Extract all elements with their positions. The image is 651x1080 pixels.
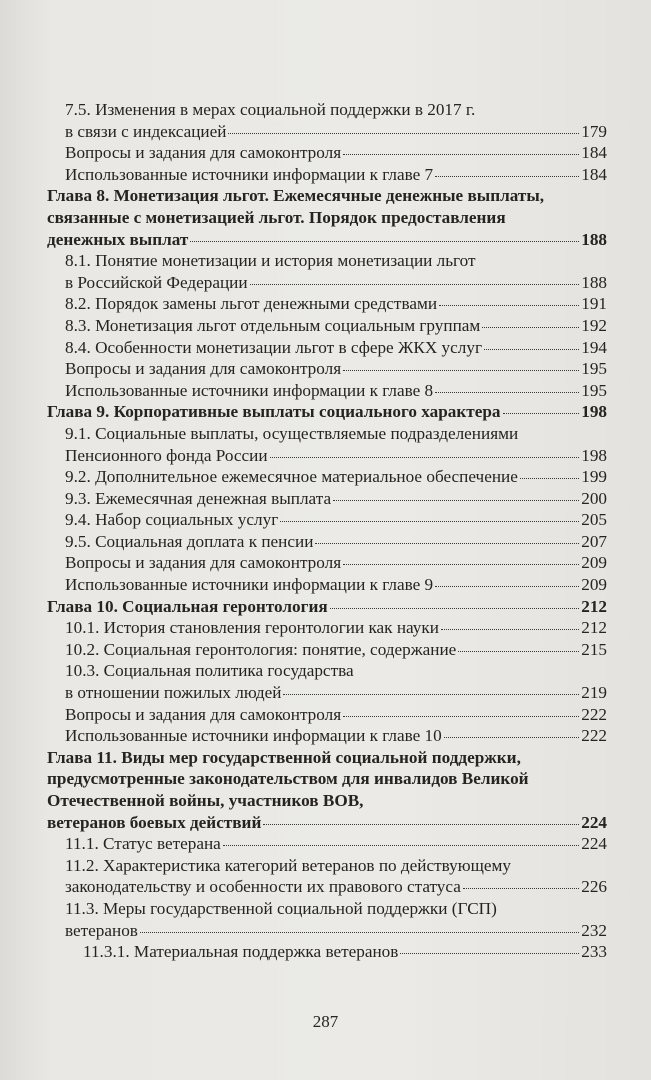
toc-entry-title: в отношении пожилых людей [65, 683, 282, 703]
toc-entry-line: предусмотренные законодательством для инвалидов Великой [47, 769, 529, 789]
toc-entry-title: Вопросы и задания для самоконтроля [65, 359, 342, 379]
toc-entry-title: 9.2. Дополнительное ежемесячное материальное обеспечение [65, 467, 518, 487]
toc-page-number: 224 [581, 834, 607, 854]
toc-entry-title: 9.5. Социальная доплата к пенсии [65, 531, 314, 551]
toc-entry-title: Вопросы и задания для самоконтроля [65, 553, 342, 573]
toc-section-entry [47, 337, 607, 359]
toc-entry-row [47, 401, 607, 423]
toc-page-number: 188 [581, 272, 607, 292]
dot-leader [330, 608, 579, 609]
toc-entry-title: Использованные источники информации к главе 7 [65, 164, 434, 184]
toc-page-number: 222 [581, 704, 607, 724]
toc-chapter-entry [47, 596, 607, 618]
toc-page-number: 179 [581, 121, 607, 141]
toc-section-entry [47, 617, 607, 639]
dot-leader [333, 500, 579, 501]
toc-entry-line: Глава 8. Монетизация льгот. Ежемесячные денежные выплаты, [47, 186, 545, 206]
toc-entry-row [65, 445, 607, 467]
toc-page-number: 226 [581, 877, 607, 897]
toc-page-number: 192 [581, 315, 607, 335]
toc-page-number: 184 [581, 164, 607, 184]
toc-entry-title: законодательству и особенности их правового статуса [65, 877, 461, 897]
toc-section-entry [47, 639, 607, 661]
dot-leader [458, 651, 579, 652]
toc-entry-row [65, 380, 607, 402]
toc-entry-row [65, 704, 607, 726]
toc-entry-title: в Российской Федерации [65, 272, 248, 292]
toc-page-number: 199 [581, 467, 607, 487]
toc-entry-row [65, 617, 607, 639]
dot-leader [435, 392, 579, 393]
toc-page-number: 222 [581, 726, 607, 746]
toc-entry-line: 9.1. Социальные выплаты, осуществляемые подразделениями [65, 423, 519, 443]
toc-entry-title: Использованные источники информации к главе 8 [65, 380, 434, 400]
toc-page-number: 198 [581, 445, 607, 465]
toc-section-entry [47, 380, 607, 402]
toc-entry-line: 8.1. Понятие монетизации и история монетизации льгот [65, 251, 476, 271]
toc-page-number: 195 [581, 380, 607, 400]
toc-section-entry [47, 531, 607, 553]
toc-entry-title: Вопросы и задания для самоконтроля [65, 704, 342, 724]
dot-leader [503, 413, 580, 414]
toc-entry-row [47, 812, 607, 834]
toc-entry-row [47, 229, 607, 251]
dot-leader [343, 716, 579, 717]
dot-leader [315, 543, 579, 544]
toc-entry-title: 9.3. Ежемесячная денежная выплата [65, 488, 332, 508]
toc-page-number: 198 [581, 402, 607, 422]
toc-entry-row [83, 941, 607, 963]
dot-leader [441, 629, 579, 630]
toc-page-number: 191 [581, 294, 607, 314]
dot-leader [484, 349, 579, 350]
table-of-contents [47, 99, 607, 963]
dot-leader [140, 932, 579, 933]
toc-page-number: 224 [581, 812, 607, 832]
dot-leader [463, 888, 579, 889]
dot-leader [435, 586, 579, 587]
toc-section-entry [47, 488, 607, 510]
toc-section-entry [47, 293, 607, 315]
toc-page-number: 188 [581, 229, 607, 249]
toc-entry-row [65, 639, 607, 661]
toc-entry-title: в связи с индексацией [65, 121, 227, 141]
toc-section-entry [47, 250, 607, 293]
toc-chapter-entry [47, 747, 607, 833]
dot-leader [439, 305, 579, 306]
toc-section-entry [47, 833, 607, 855]
dot-leader [482, 327, 579, 328]
toc-entry-title: Вопросы и задания для самоконтроля [65, 143, 342, 163]
toc-page-number: 209 [581, 553, 607, 573]
toc-entry-line: 11.3. Меры государственной социальной поддержки (ГСП) [65, 898, 497, 918]
toc-entry-row [65, 920, 607, 942]
dot-leader [343, 564, 579, 565]
toc-entry-row [65, 121, 607, 143]
toc-entry-line: Глава 11. Виды мер государственной социальной поддержки, [47, 747, 521, 767]
toc-entry-title: 8.4. Особенности монетизации льгот в сфере ЖКХ услуг [65, 337, 482, 357]
dot-leader [190, 241, 579, 242]
toc-page-number: 215 [581, 639, 607, 659]
toc-entry-line: Отечественной войны, участников ВОВ, [47, 791, 364, 810]
toc-page-number: 184 [581, 143, 607, 163]
toc-section-entry [47, 358, 607, 380]
toc-entry-row [65, 488, 607, 510]
toc-section-entry [47, 164, 607, 186]
toc-entry-title: 8.2. Порядок замены льгот денежными средствами [65, 294, 438, 314]
toc-chapter-entry [47, 185, 607, 250]
toc-page-number: 219 [581, 683, 607, 703]
toc-page-number: 194 [581, 337, 607, 357]
toc-page-number: 209 [581, 575, 607, 595]
toc-entry-row [65, 293, 607, 315]
toc-section-entry [47, 660, 607, 703]
toc-entry-row [65, 876, 607, 898]
toc-section-entry [47, 466, 607, 488]
toc-section-entry [47, 898, 607, 941]
toc-entry-row [65, 552, 607, 574]
toc-page-number: 195 [581, 359, 607, 379]
toc-entry-row [65, 142, 607, 164]
dot-leader [228, 133, 579, 134]
toc-section-entry [47, 315, 607, 337]
toc-entry-title: 8.3. Монетизация льгот отдельным социальным группам [65, 315, 481, 335]
toc-entry-title: Глава 9. Корпоративные выплаты социального характера [47, 402, 501, 422]
toc-entry-row [65, 164, 607, 186]
toc-page-number: 233 [581, 942, 607, 962]
toc-section-entry [47, 509, 607, 531]
toc-entry-row [65, 358, 607, 380]
toc-entry-title: денежных выплат [47, 229, 189, 249]
toc-section-entry [47, 855, 607, 898]
dot-leader [223, 845, 579, 846]
toc-subsubsection-entry [47, 941, 607, 963]
dot-leader [435, 176, 579, 177]
toc-entry-row [65, 466, 607, 488]
toc-section-entry [47, 574, 607, 596]
toc-entry-row [65, 315, 607, 337]
toc-page-number: 212 [581, 596, 607, 616]
toc-entry-title: 10.2. Социальная геронтология: понятие, содержание [65, 639, 457, 659]
dot-leader [283, 694, 579, 695]
page-number: 287 [312, 1012, 339, 1031]
toc-section-entry [47, 552, 607, 574]
toc-entry-row [65, 574, 607, 596]
dot-leader [343, 370, 579, 371]
dot-leader [280, 521, 579, 522]
toc-entry-row [65, 531, 607, 553]
toc-entry-row [47, 596, 607, 618]
dot-leader [270, 457, 579, 458]
toc-entry-row [65, 682, 607, 704]
toc-section-entry [47, 423, 607, 466]
toc-section-entry [47, 99, 607, 142]
toc-entry-row [65, 337, 607, 359]
toc-entry-row [65, 725, 607, 747]
toc-entry-line: 7.5. Изменения в мерах социальной поддержки в 2017 г. [65, 100, 476, 119]
dot-leader [250, 284, 579, 285]
toc-entry-title: Использованные источники информации к главе 9 [65, 575, 434, 595]
toc-page-number: 212 [581, 618, 607, 638]
toc-entry-title: 11.3.1. Материальная поддержка ветеранов [83, 942, 399, 962]
dot-leader [343, 154, 579, 155]
toc-page-number: 232 [581, 920, 607, 940]
toc-page-number: 200 [581, 488, 607, 508]
dot-leader [263, 824, 579, 825]
toc-entry-title: Пенсионного фонда России [65, 445, 268, 465]
toc-entry-title: Использованные источники информации к главе 10 [65, 726, 442, 746]
toc-chapter-entry [47, 401, 607, 423]
toc-entry-title: 10.1. История становления геронтологии как науки [65, 618, 439, 638]
toc-page-number: 205 [581, 510, 607, 530]
toc-section-entry [47, 704, 607, 726]
toc-entry-line: связанные с монетизацией льгот. Порядок предоставления [47, 207, 506, 227]
toc-entry-row [65, 509, 607, 531]
toc-section-entry [47, 725, 607, 747]
toc-page-number: 207 [581, 531, 607, 551]
toc-entry-title: Глава 10. Социальная геронтология [47, 596, 328, 616]
toc-entry-row [65, 833, 607, 855]
toc-section-entry [47, 142, 607, 164]
toc-entry-title: 9.4. Набор социальных услуг [65, 510, 279, 530]
toc-entry-title: ветеранов боевых действий [47, 812, 262, 832]
dot-leader [400, 953, 579, 954]
dot-leader [444, 737, 579, 738]
toc-entry-row [65, 272, 607, 294]
dot-leader [520, 478, 579, 479]
toc-entry-line: 10.3. Социальная политика государства [65, 661, 354, 681]
toc-entry-title: 11.1. Статус ветерана [65, 834, 221, 854]
toc-entry-line: 11.2. Характеристика категорий ветеранов по действующему [65, 855, 511, 875]
toc-entry-title: ветеранов [65, 920, 138, 940]
